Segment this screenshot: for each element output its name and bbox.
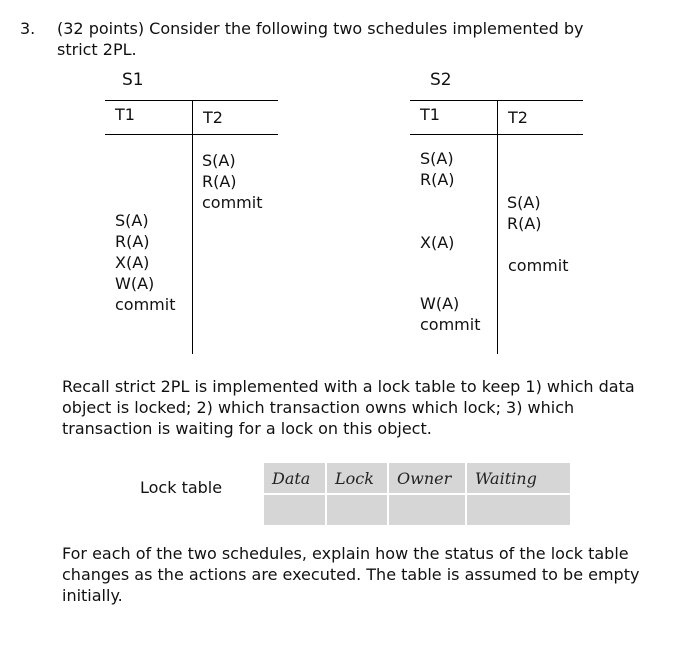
lock-table-header-data: Data — [264, 463, 325, 493]
s2-t2-commit: commit — [508, 256, 569, 275]
s2-t1-op: S(A) — [420, 149, 454, 168]
s1-t2-op: S(A) — [202, 151, 236, 170]
lock-table-header-row — [264, 463, 570, 493]
schedule-s1-title: S1 — [122, 70, 144, 90]
recall-line-3: transaction is waiting for a lock on this object. — [62, 419, 432, 438]
s1-t1-op: S(A) — [115, 211, 149, 230]
lock-table-header-lock: Lock — [327, 463, 387, 493]
s2-t1-ops-a — [420, 148, 455, 190]
s2-t2-op: S(A) — [507, 193, 541, 212]
s2-column-divider — [497, 100, 498, 354]
schedule-s2-title: S2 — [430, 70, 452, 90]
s2-t1-op: R(A) — [420, 170, 455, 189]
question-line-1: (32 points) Consider the following two schedules implemented by — [57, 19, 584, 38]
s1-t1-ops — [115, 210, 175, 315]
s2-t2-header: T2 — [508, 108, 528, 127]
instructions-line-3: initially. — [62, 586, 123, 605]
s2-t1-ops-b — [420, 293, 480, 335]
question-line-2: strict 2PL. — [57, 40, 137, 59]
s1-t1-op: commit — [115, 295, 176, 314]
s2-t1-op: commit — [420, 315, 481, 334]
lock-table-cell — [264, 495, 325, 525]
lock-table-label: Lock table — [140, 478, 223, 497]
recall-line-1: Recall strict 2PL is implemented with a lock table to keep 1) which data — [62, 377, 635, 396]
s2-t1-header: T1 — [420, 105, 440, 124]
s2-t1-op-x: X(A) — [420, 233, 455, 252]
question-number: 3. — [20, 19, 36, 38]
s1-t2-op: R(A) — [202, 172, 237, 191]
s1-t2-ops — [202, 150, 262, 213]
s1-t1-op: X(A) — [115, 253, 150, 272]
instructions-line-2: changes as the actions are executed. The table is assumed to be empty — [62, 565, 640, 584]
s1-t1-op: W(A) — [115, 274, 155, 293]
lock-table-header-waiting: Waiting — [467, 463, 570, 493]
lock-table-header-owner: Owner — [389, 463, 465, 493]
s2-t2-ops-a — [507, 192, 542, 234]
lock-table-empty-row — [264, 495, 570, 525]
s1-t1-header: T1 — [115, 105, 135, 124]
lock-table-cell — [467, 495, 570, 525]
s1-t1-op: R(A) — [115, 232, 150, 251]
lock-table-cell — [389, 495, 465, 525]
recall-line-2: object is locked; 2) which transaction owns which lock; 3) which — [62, 398, 575, 417]
instructions-line-1: For each of the two schedules, explain how the status of the lock table — [62, 544, 629, 563]
lock-table-cell — [327, 495, 387, 525]
s2-t1-op: W(A) — [420, 294, 460, 313]
s2-t2-op: R(A) — [507, 214, 542, 233]
s1-t2-op: commit — [202, 193, 263, 212]
s1-column-divider — [192, 100, 193, 354]
s1-t2-header: T2 — [203, 108, 223, 127]
lock-table — [262, 461, 572, 527]
